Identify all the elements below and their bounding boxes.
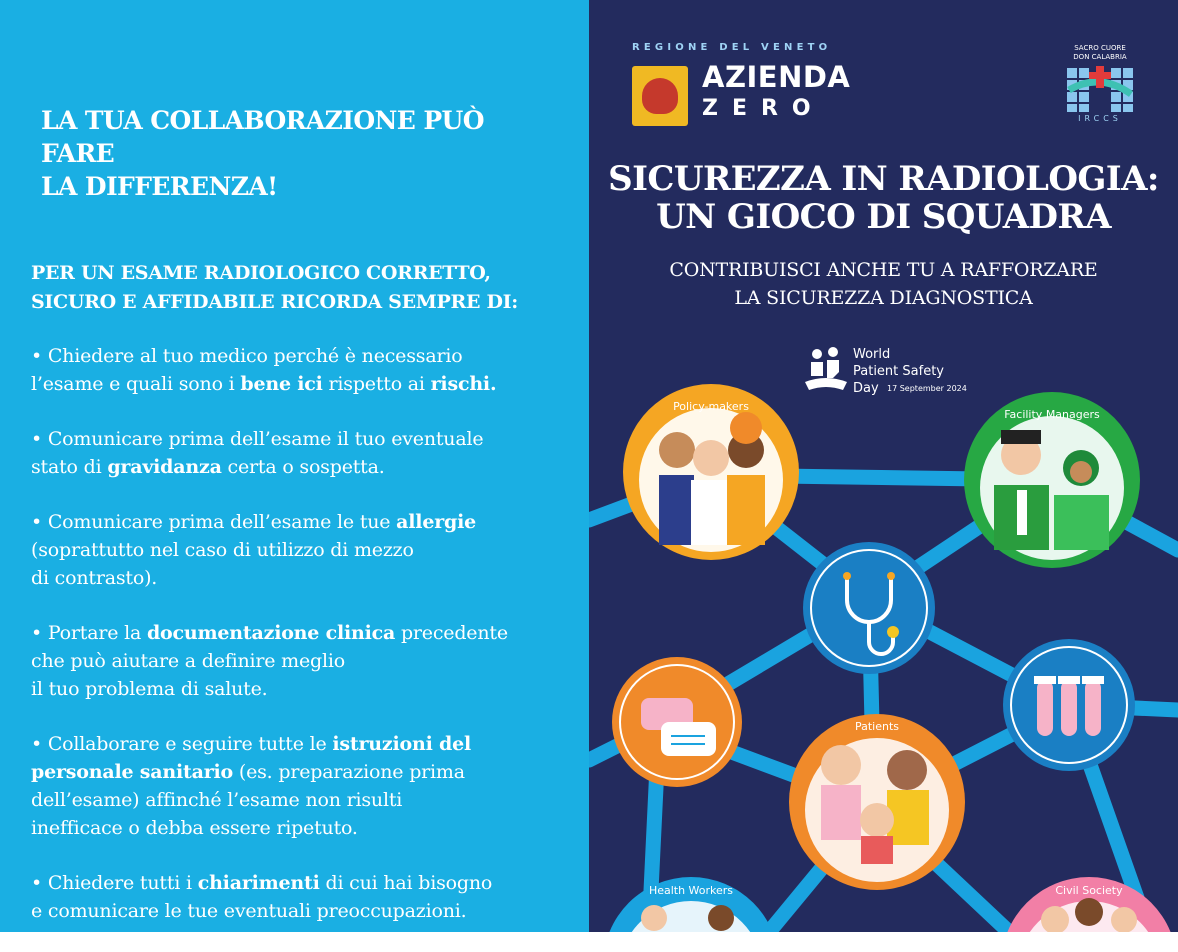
item-emphasis: bene ici bbox=[240, 373, 323, 395]
headline-line: LA DIFFERENZA! bbox=[41, 172, 278, 201]
circle-label: Facility Managers bbox=[1004, 408, 1100, 421]
circle-label: Patients bbox=[854, 720, 900, 733]
item-emphasis: rischi. bbox=[430, 373, 497, 395]
list-item bbox=[31, 342, 571, 398]
item-text: di cui hai bisogno bbox=[319, 872, 493, 894]
item-text: precedente bbox=[395, 622, 508, 644]
item-text: • Comunicare prima dell’esame il tuo eventuale bbox=[31, 428, 484, 450]
item-text: e comunicare le tue eventuali preoccupazioni. bbox=[31, 900, 467, 922]
item-text: inefficace o debba essere ripetuto. bbox=[31, 817, 358, 839]
item-text: il tuo problema di salute. bbox=[31, 678, 268, 700]
item-text: • Portare la bbox=[31, 622, 147, 644]
item-emphasis: gravidanza bbox=[107, 456, 222, 478]
item-emphasis: personale sanitario bbox=[31, 761, 234, 783]
sacro-cuore-logo bbox=[1065, 64, 1135, 114]
subtitle-line: CONTRIBUISCI ANCHE TU A RAFFORZARE bbox=[669, 259, 1098, 281]
headline-line: LA TUA COLLABORAZIONE PUÒ FARE bbox=[41, 106, 484, 168]
sc-line: SACRO CUORE bbox=[1074, 44, 1126, 52]
item-emphasis: istruzioni del bbox=[332, 733, 472, 755]
list-item bbox=[31, 508, 571, 592]
item-text: • Collaborare e seguire tutte le bbox=[31, 733, 333, 755]
region-label: REGIONE DEL VENETO bbox=[632, 42, 832, 53]
item-text: che può aiutare a definire meglio bbox=[31, 650, 345, 672]
circle-label: Civil Society bbox=[1055, 884, 1123, 897]
patients-circle bbox=[789, 714, 965, 890]
cover-panel bbox=[589, 0, 1178, 932]
info-panel bbox=[0, 0, 589, 932]
sacro-cuore-label bbox=[1055, 44, 1145, 62]
policy-makers-circle bbox=[623, 384, 799, 560]
item-text: di contrasto). bbox=[31, 567, 158, 589]
facility-managers-circle bbox=[964, 392, 1140, 568]
list-item bbox=[31, 730, 571, 842]
intro-text bbox=[31, 259, 571, 317]
intro-line: SICURO E AFFIDABILE RICORDA SEMPRE DI: bbox=[31, 291, 518, 313]
health-workers-circle bbox=[603, 877, 779, 932]
zero-logo-text: ZERO bbox=[702, 96, 825, 121]
item-text: • Chiedere tutti i bbox=[31, 872, 198, 894]
item-emphasis: documentazione clinica bbox=[146, 622, 396, 644]
civil-society-circle bbox=[1001, 877, 1177, 932]
item-text: (es. preparazione prima bbox=[233, 761, 465, 783]
item-emphasis: chiarimenti bbox=[197, 872, 320, 894]
wpsd-line: Day bbox=[853, 381, 879, 396]
title-line: UN GIOCO DI SQUADRA bbox=[656, 197, 1111, 237]
veneto-crest-logo bbox=[632, 66, 688, 126]
list-item bbox=[31, 869, 571, 925]
team-network-illustration bbox=[589, 380, 1178, 932]
list-item bbox=[31, 619, 571, 703]
circle-label: Policy-makers bbox=[673, 400, 749, 413]
azienda-logo-text: AZIENDA bbox=[702, 60, 851, 94]
test-tubes-circle bbox=[1003, 639, 1135, 771]
item-text: • Comunicare prima dell’esame le tue bbox=[31, 511, 397, 533]
circle-label: Health Workers bbox=[648, 884, 734, 897]
lion-icon bbox=[642, 78, 678, 114]
item-emphasis: allergie bbox=[396, 511, 477, 533]
stethoscope-circle bbox=[803, 542, 935, 674]
subtitle-line: LA SICUREZZA DIAGNOSTICA bbox=[734, 287, 1033, 309]
page-title bbox=[589, 160, 1178, 236]
list-item bbox=[31, 425, 571, 481]
page-subtitle bbox=[589, 256, 1178, 312]
sc-line: DON CALABRIA bbox=[1073, 53, 1127, 61]
panel-headline bbox=[41, 104, 561, 203]
intro-line: PER UN ESAME RADIOLOGICO CORRETTO, bbox=[31, 262, 491, 284]
item-text: • Chiedere al tuo medico perché è necessario bbox=[31, 345, 463, 367]
recommendation-list bbox=[31, 342, 571, 952]
item-text: stato di bbox=[31, 456, 108, 478]
wpsd-line: Patient Safety bbox=[853, 364, 944, 379]
item-text: rispetto ai bbox=[322, 373, 431, 395]
item-text: dell’esame) affinché l’esame non risulti bbox=[31, 789, 403, 811]
item-text: (soprattutto nel caso di utilizzo di mezzo bbox=[31, 539, 414, 561]
item-text: certa o sospetta. bbox=[221, 456, 385, 478]
wpsd-date: 17 September 2024 bbox=[887, 384, 967, 393]
item-text: l’esame e quali sono i bbox=[31, 373, 241, 395]
wpsd-line: World bbox=[853, 347, 891, 362]
irccs-label: IRCCS bbox=[1078, 114, 1122, 123]
title-line: SICUREZZA IN RADIOLOGIA: bbox=[608, 159, 1159, 199]
chat-circle bbox=[612, 657, 742, 787]
